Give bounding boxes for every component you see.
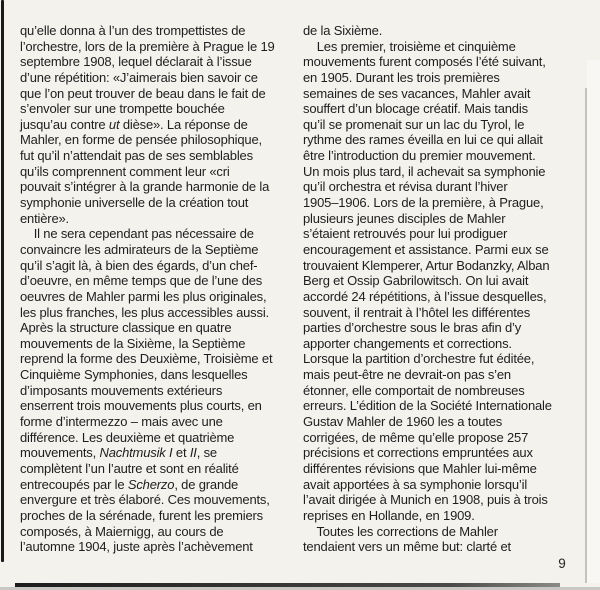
text-line: trouvaient Klemperer, Artur Bodanzky, Alban	[303, 257, 550, 273]
text-line: reprend la forme des Deuxième, Troisième et	[20, 351, 273, 367]
text-line: mouvements de la Sixième, la Septième	[20, 335, 246, 351]
text-line: Cinquième Symphonies, dans lesquelles	[20, 367, 248, 383]
text-line: de la Sixième.	[303, 23, 383, 38]
text-line: convaincre les admirateurs de la Septième	[20, 241, 259, 257]
text-line: s’envoler sur une trompette bouchée	[20, 101, 225, 117]
text-line: semaines de ses vacances, Mahler avait	[303, 85, 531, 101]
text-line: l’avait dirigée à Munich en 1908, puis à trois	[303, 492, 548, 508]
text-column-right	[303, 23, 575, 555]
scan-page-fold-line	[585, 88, 587, 583]
text-line: mouvements furent composés l’été suivant,	[303, 54, 546, 70]
text-line: mouvements, Nachtmusik I et II, se	[20, 445, 217, 461]
scan-right-margin	[587, 60, 600, 583]
text-line: s’étaient retrouvés pour lui prodiguer	[303, 226, 508, 242]
text-line: entière».	[20, 210, 69, 226]
page-number: 9	[558, 556, 566, 571]
text-line: Berg et Ossip Gabrilowitsch. On lui avait	[303, 273, 529, 289]
text-line: oeuvres de Mahler parmi les plus originales,	[20, 288, 267, 304]
text-line: proches de la sérénade, furent les premiers	[20, 507, 264, 523]
text-line: composés, à Maiernigg, au cours de	[20, 523, 224, 539]
text-line: encouragement et assistance. Parmi eux se	[303, 241, 549, 257]
text-line: entrecoupés par le Scherzo, de grande	[20, 476, 239, 492]
text-line: accordé 24 répétitions, à l’issue desquelles,	[303, 288, 547, 304]
text-line: Un mois plus tard, il achevait sa symphonie	[303, 163, 546, 179]
text-line: Mahler, en forme de pensée philosophique,	[20, 132, 262, 148]
text-line: être l’introduction du premier mouvement.	[303, 148, 536, 164]
text-line: d’imposants mouvements extérieurs	[20, 382, 223, 398]
text-column-left	[20, 23, 292, 555]
text-line: septembre 1908, lequel déclarait à l’issue	[20, 54, 252, 70]
text-line: Il ne sera cependant pas nécessaire de	[20, 226, 254, 242]
text-line: Toutes les corrections de Mahler	[303, 523, 498, 539]
text-line: complètent l’un l’autre et sont en réalité	[20, 460, 239, 476]
text-line: envergure et très élaboré. Ces mouvements,	[20, 492, 270, 508]
text-line: apporter changements et corrections.	[303, 335, 512, 351]
text-content	[20, 23, 575, 555]
text-line: reprises en Hollande, en 1909.	[303, 507, 475, 523]
text-line: Lorsque la partition d’orchestre fut éditée,	[303, 351, 535, 367]
text-line: souffert d’un blocage créatif. Mais tandis	[303, 101, 528, 117]
text-line: différence. Les deuxième et quatrième	[20, 429, 235, 445]
text-line: Gustav Mahler de 1960 les a toutes	[303, 414, 503, 430]
text-line: Les premier, troisième et cinquième	[303, 38, 516, 54]
scan-edge-bottom-shadow	[0, 587, 600, 590]
text-line: erreurs. L’édition de la Société Internationale	[303, 398, 552, 414]
text-line: forme d’intermezzo – mais avec une	[20, 414, 223, 430]
text-line: qu’ils comprennent comment leur «cri	[20, 163, 230, 179]
text-line: mais peut-être ne devrait-on pas s’en	[303, 367, 511, 383]
scan-edge-left	[1, 0, 4, 562]
text-line: d’oeuvre, en même temps que de l’une des	[20, 273, 263, 289]
text-line: qu’il orchestra et révisa durant l’hiver	[303, 179, 508, 195]
text-line: jusqu’au contre ut dièse». La réponse de	[20, 116, 248, 132]
text-line: tendaient vers un même but: clarté et	[303, 539, 511, 555]
text-line: en 1905. Durant les trois premières	[303, 69, 500, 85]
text-line: symphonie universelle de la création tout	[20, 195, 249, 211]
text-line: corrigées, de même qu’elle propose 257	[303, 429, 529, 445]
text-line: l’orchestre, lors de la première à Prague le 19	[20, 38, 275, 54]
text-line: différentes révisions que Mahler lui-même	[303, 460, 537, 476]
text-line: étonner, elle comportait de nombreuses	[303, 382, 525, 398]
text-line: avait apportées à sa symphonie lorsqu’il	[303, 476, 528, 492]
text-line: l’automne 1904, juste après l’achèvement	[20, 539, 253, 555]
text-line: Après la structure classique en quatre	[20, 320, 232, 336]
text-line: 1905–1906. Lors de la première, à Prague,	[303, 195, 544, 211]
text-line: d’une répétition: «J’aimerais bien savoir ce	[20, 69, 258, 85]
text-line: plusieurs jeunes disciples de Mahler	[303, 210, 506, 226]
text-line: parties d’orchestre sous le bras afin d’y	[303, 320, 522, 336]
text-line: les plus franches, les plus accessibles aussi.	[20, 304, 269, 320]
text-line: souvent, il rentrait à l’hôtel les différentes	[303, 304, 531, 320]
text-line: précisions et corrections empruntées aux	[303, 445, 533, 461]
text-line: pouvait s’intégrer à la grande harmonie de la	[20, 179, 270, 195]
text-line: rythme des rames éveilla en lui ce qui allait	[303, 132, 543, 148]
text-line: qu’elle donna à l’un des trompettistes de	[20, 23, 246, 38]
text-line: qu’il se promenait sur un lac du Tyrol, le	[303, 116, 525, 132]
text-line: fut qu’il n’attendait pas de ses semblables	[20, 148, 253, 164]
text-line: que l’on peut trouver de beau dans le fait de	[20, 85, 266, 101]
text-line: qu’il s’agit là, à bien des égards, d’un chef-	[20, 257, 258, 273]
text-line: enserrent trois mouvements plus courts, en	[20, 398, 262, 414]
